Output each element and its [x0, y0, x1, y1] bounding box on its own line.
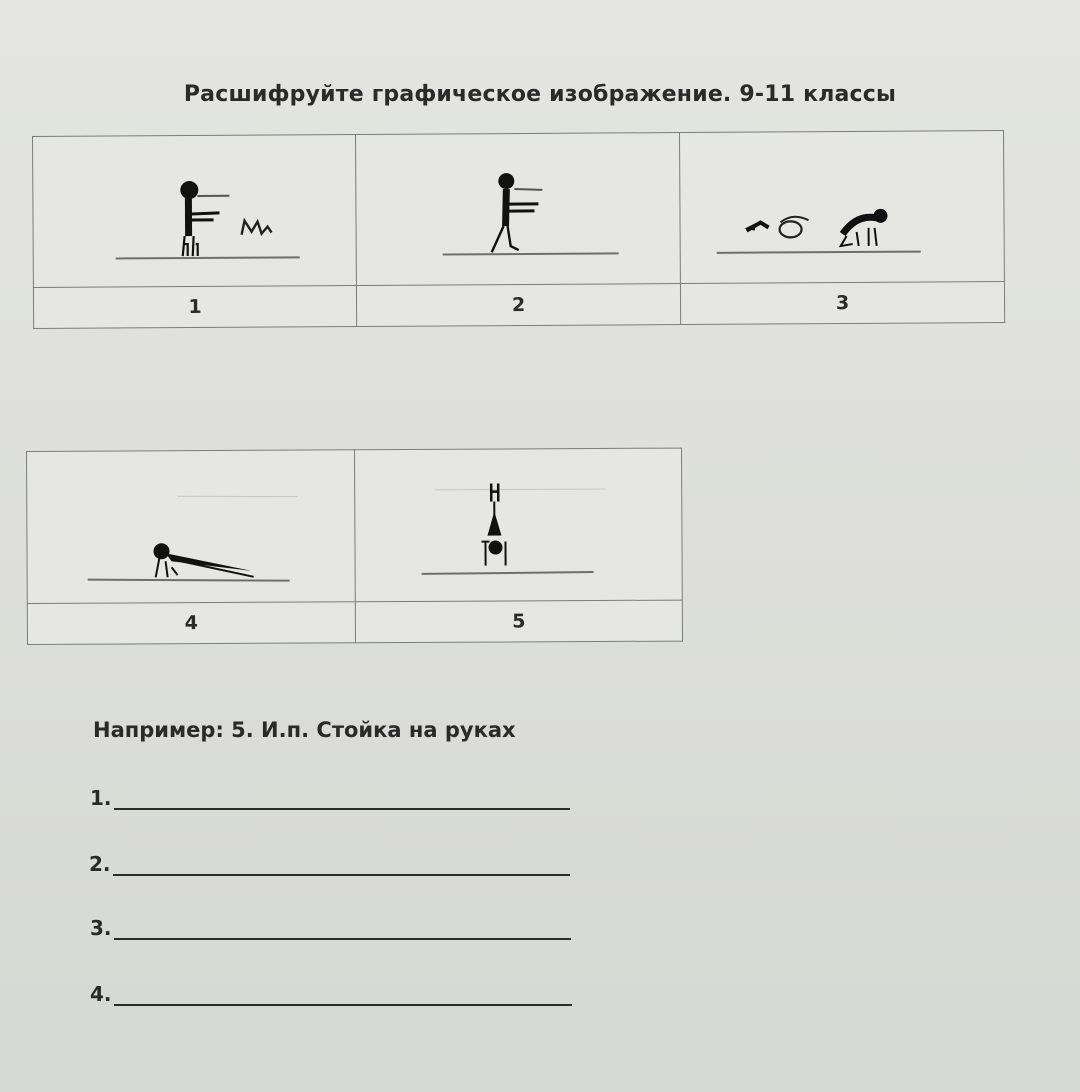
- answer-label: 1.: [90, 786, 112, 810]
- figure-number-5: 5: [355, 600, 682, 643]
- figure-cell-3: [679, 131, 1004, 284]
- handstand-figure-icon: [355, 449, 682, 602]
- figure-number-2: 2: [356, 284, 680, 327]
- answer-blank[interactable]: [114, 984, 572, 1006]
- plank-support-lying-icon: [27, 450, 355, 603]
- forward-roll-to-crouch-icon: [680, 131, 1004, 283]
- standing-figure-arms-forward-jump-icon: [33, 135, 356, 287]
- figures-table-bottom: [26, 448, 683, 645]
- answer-blank[interactable]: [113, 854, 570, 876]
- figure-cell-2: [355, 133, 680, 286]
- worksheet-title: Расшифруйте графическое изображение. 9-11 классы: [183, 82, 897, 107]
- figure-cell-5: [354, 448, 682, 602]
- answer-blank[interactable]: [114, 788, 570, 810]
- figure-number-3: 3: [680, 282, 1004, 325]
- answer-line-1[interactable]: [90, 786, 570, 810]
- answer-label: 3.: [90, 916, 112, 940]
- example-text: Например: 5. И.п. Стойка на руках: [93, 718, 516, 742]
- answer-blank[interactable]: [114, 918, 571, 940]
- answer-line-3[interactable]: [90, 916, 571, 940]
- lunge-figure-arms-forward-icon: [356, 133, 680, 285]
- figure-cell-1: [33, 135, 357, 288]
- answer-line-2[interactable]: [89, 852, 570, 876]
- figure-number-1: 1: [33, 286, 356, 329]
- figure-number-4: 4: [27, 602, 355, 645]
- answer-label: 2.: [89, 852, 111, 876]
- answer-label: 4.: [90, 982, 112, 1006]
- answer-line-4[interactable]: [90, 982, 572, 1006]
- figure-cell-4: [27, 450, 356, 604]
- figures-table-top: [32, 130, 1005, 329]
